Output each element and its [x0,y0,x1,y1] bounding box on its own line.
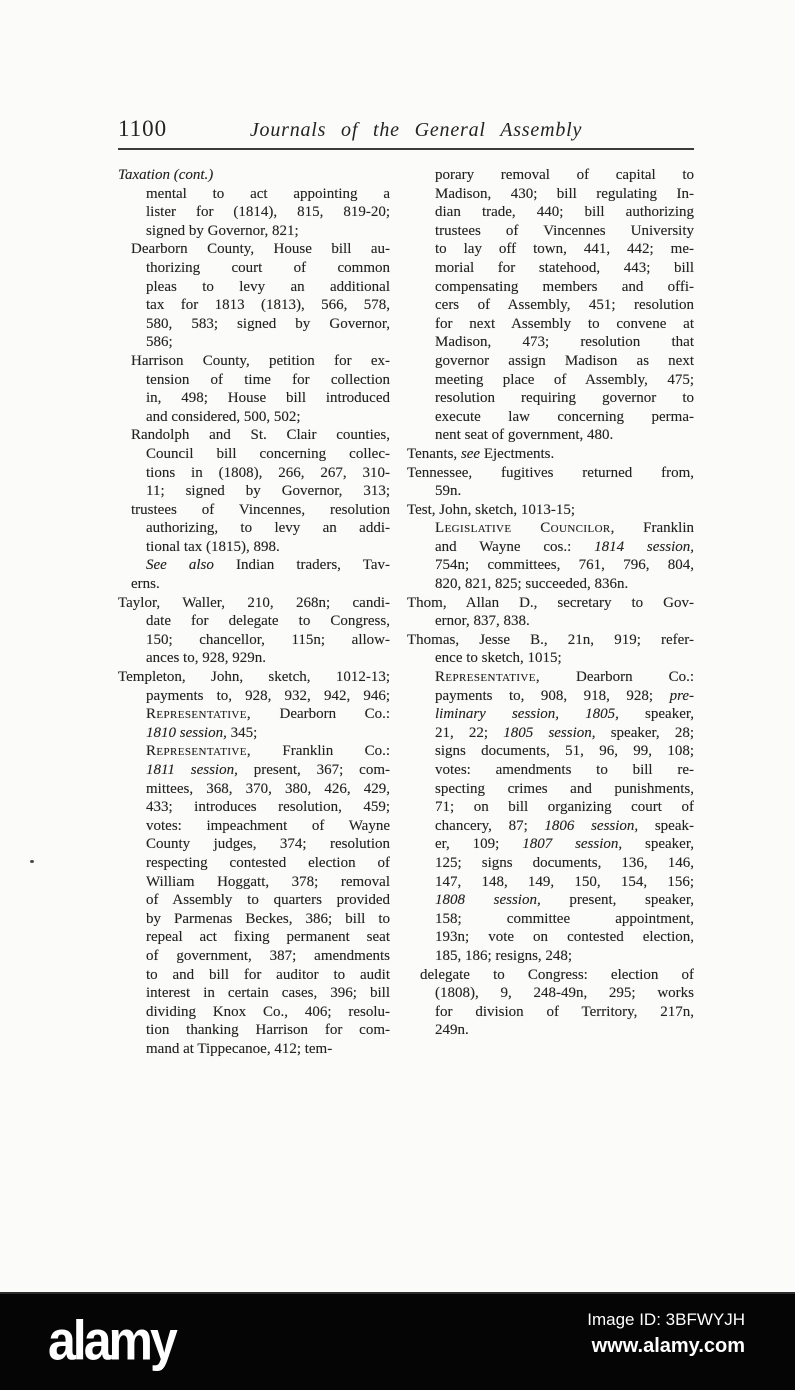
index-line [118,835,390,854]
index-line [118,854,390,873]
index-line [407,166,694,185]
index-line [407,1003,694,1022]
page-header [118,108,694,150]
index-line [118,575,390,594]
left-column [118,166,390,1059]
index-line-segment: Representative, [146,706,252,723]
index-line-segment: 249n. [435,1022,469,1039]
running-title: Journals of the General Assembly [249,119,583,141]
index-line [118,426,390,445]
index-line [118,501,390,520]
index-line [407,910,694,929]
index-line-segment: and Wayne cos.: [435,538,595,555]
index-line-segment: 21, 22; [435,724,504,741]
index-line-segment: tional tax (1815), 898. [146,538,280,555]
image-id-label: Image ID: 3BFWYJH [587,1310,745,1329]
index-line-segment: speak- [638,817,694,834]
index-line-segment: respecting contested election of [146,854,390,871]
index-line [407,556,694,575]
index-line-segment: date for delegate to Congress, [146,613,390,630]
index-line [118,687,390,706]
index-line [118,371,390,390]
index-line [407,278,694,297]
index-line [118,203,390,222]
index-line-segment: 150; chancellor, 115n; allow- [146,631,390,648]
index-line [118,891,390,910]
index-line [407,1021,694,1040]
index-line-segment: votes: amendments to bill re- [435,762,694,778]
index-line-segment: Templeton, John, sketch, 1012-13; [118,669,390,686]
index-line-segment: to lay off town, 441, 442; me- [435,241,694,258]
index-line [407,891,694,910]
index-line [118,408,390,427]
index-line [118,724,390,743]
index-line-segment: by Parmenas Beckes, 386; bill to [146,910,390,927]
index-line-segment: Representative, [146,743,252,760]
index-line [407,724,694,743]
index-line-segment: Randolph and St. Clair counties, [131,427,390,444]
index-line-segment: nent seat of government, 480. [435,427,614,444]
index-line [118,984,390,1003]
index-line-segment: governor assign Madison as next [435,352,694,369]
index-line-segment: 754n; committees, 761, 796, 804, [435,557,694,574]
index-line-segment: chancery, 87; [435,817,545,834]
index-line [118,296,390,315]
index-line [118,612,390,631]
index-line [118,928,390,947]
index-line-segment: er, 109; [435,836,523,853]
index-line-segment: meeting place of Assembly, 475; [435,371,694,388]
index-line-segment: of Assembly to quarters provided [146,892,390,909]
index-line [118,910,390,929]
index-line [407,742,694,761]
index-line [118,798,390,817]
index-line [407,203,694,222]
index-line [407,817,694,836]
index-line-segment: Ejectments. [480,445,555,462]
index-line-segment: See also [146,557,214,574]
index-line-segment: Test, John, sketch, 1013-15; [407,501,576,518]
index-line-segment: mental to act appointing a [146,185,390,202]
index-line-segment: resolution requiring governor to [435,390,694,407]
index-line-segment: interest in certain cases, 396; bill [146,985,390,1002]
index-line [407,352,694,371]
alamy-logo: alamy [48,1309,175,1372]
index-columns [118,166,694,1059]
page-number: 1100 [118,116,168,141]
index-line [118,556,390,575]
index-line-segment: 1811 session, [146,762,238,778]
index-line-segment: Franklin Co.: [251,743,390,760]
index-line [407,296,694,315]
index-line-segment: dian trade, 440; bill authorizing [435,204,694,221]
index-line [118,240,390,259]
index-line [118,947,390,966]
right-column [407,166,694,1059]
index-line-segment: porary removal of capital to [435,167,694,183]
index-line-segment: present, speaker, [540,892,694,909]
index-line-segment: tion thanking Harrison for com- [146,1022,390,1039]
index-line [407,445,694,464]
index-line-segment: erns. [131,576,160,593]
index-line-segment: Indian traders, Tav- [213,557,390,574]
index-line [407,519,694,538]
alamy-url: www.alamy.com [591,1335,745,1357]
index-line-segment: lister for (1814), 815, 819-20; [146,204,390,221]
index-line-segment: to and bill for auditor to audit [146,966,390,983]
index-line [407,798,694,817]
index-line-segment: tions in (1808), 266, 267, 310- [146,464,390,481]
alamy-watermark-bar [0,1292,795,1390]
index-line [118,464,390,483]
index-line [118,873,390,892]
index-line-segment: signs documents, 51, 96, 99, 108; [435,743,694,760]
index-line-segment: 158; committee appointment, [435,910,694,927]
index-line [407,408,694,427]
index-line-segment: 147, 148, 149, 150, 154, 156; [435,873,694,890]
index-line [407,668,694,687]
index-line [407,315,694,334]
index-line-segment: tension of time for collection [146,371,390,388]
index-line [407,649,694,668]
index-line-segment: payments to, 908, 918, 928; [435,687,670,704]
index-line [407,185,694,204]
index-line [118,315,390,334]
index-line [407,538,694,557]
index-line-segment: 345; [226,724,258,741]
index-line-segment: 193n; vote on contested election, [435,929,694,946]
index-line-segment: 1806 session, [544,817,639,834]
index-line [407,705,694,724]
index-line-segment: specting crimes and punishments, [435,780,694,797]
index-line [407,222,694,241]
index-line-segment: see [460,445,481,462]
index-line [407,371,694,390]
index-line-segment: speaker, [622,836,694,853]
index-line [407,928,694,947]
index-line-segment: Harrison County, petition for ex- [131,352,390,369]
index-line-segment: execute law concerning perma- [435,408,694,425]
index-line-segment: Dearborn Co.: [251,706,390,723]
index-line-segment: 185, 186; resigns, 248; [435,947,573,964]
index-line-segment: ernor, 837, 838. [435,613,530,630]
index-line-segment: speaker, [618,706,694,723]
index-line [118,1040,390,1059]
index-line-segment: Council bill concerning collec- [146,445,390,462]
index-line [118,482,390,501]
index-line [118,817,390,836]
index-line-segment: mittees, 368, 370, 380, 426, 429, [146,780,390,797]
index-line-segment: 1814 session, [594,538,694,555]
index-line [118,185,390,204]
index-line [118,1021,390,1040]
index-line-segment: Taxation (cont.) [118,167,214,183]
index-line-segment: 11; signed by Governor, 313; [146,483,390,500]
index-line-segment: Tenants, [407,445,461,462]
index-line-segment: 71; on bill organizing court of [435,799,694,816]
index-line [118,259,390,278]
index-line-segment: 1805 session, [503,724,596,741]
index-line [118,668,390,687]
index-line-segment: 1810 session, [146,724,227,741]
index-line [407,594,694,613]
index-line [407,873,694,892]
index-line [118,742,390,761]
index-line-segment: Legislative Councilor, [435,520,615,537]
index-line-segment: signed by Governor, 821; [146,222,299,239]
index-line-segment: Dearborn County, House bill au- [131,241,390,258]
index-line [118,389,390,408]
index-line [118,631,390,650]
index-line-segment: Thomas, Jesse B., 21n, 919; refer- [407,631,694,648]
index-line [407,259,694,278]
index-line-segment: for next Assembly to convene at [435,315,694,332]
index-line [118,166,390,185]
index-line-segment: Representative, [435,669,541,686]
index-line-segment: William Hoggatt, 378; removal [146,873,390,890]
index-line [407,575,694,594]
index-line [118,278,390,297]
index-line-segment: in, 498; House bill introduced [146,390,390,407]
index-line-segment: trustees of Vincennes, resolution [131,501,390,518]
index-line [118,761,390,780]
index-line [118,222,390,241]
index-line-segment: repeal act fixing permanent seat [146,929,390,946]
scan-speck-artifact [30,860,34,863]
index-line [407,501,694,520]
index-line-segment: 580, 583; signed by Governor, [146,315,390,332]
index-line-segment: ence to sketch, 1015; [435,650,562,667]
index-line-segment: votes: impeachment of Wayne [146,817,390,834]
index-line-segment: tax for 1813 (1813), 566, 578, [146,297,390,314]
index-line [407,333,694,352]
index-line-segment: cers of Assembly, 451; resolution [435,297,694,314]
index-line-segment: pre- [669,687,694,704]
index-line-segment: Tennessee, fugitives returned from, [407,464,694,481]
index-line [118,966,390,985]
index-line [118,352,390,371]
index-line-segment: speaker, 28; [595,724,694,741]
index-line-segment: dividing Knox Co., 406; resolu- [146,1003,390,1020]
index-line-segment: Dearborn Co.: [540,669,694,686]
index-line-segment: of government, 387; amendments [146,947,390,964]
index-line-segment: for division of Territory, 217n, [435,1003,694,1020]
index-line [407,966,694,985]
index-line-segment: Franklin [614,520,694,537]
index-line-segment: 1808 session, [435,892,541,909]
index-line-segment: Madison, 430; bill regulating In- [435,185,694,202]
index-line [118,649,390,668]
index-line-segment: and considered, 500, 502; [146,408,301,425]
index-line-segment: 820, 821, 825; succeeded, 836n. [435,576,629,593]
index-line [118,519,390,538]
index-line-segment: trustees of Vincennes University [435,222,694,239]
index-line-segment: 59n. [435,483,462,500]
index-line [118,538,390,557]
index-line [407,984,694,1003]
index-line [118,1003,390,1022]
index-line [118,705,390,724]
index-line-segment: compensating members and offi- [435,278,694,295]
index-line [407,426,694,445]
index-line [118,594,390,613]
index-line-segment: County judges, 374; resolution [146,836,390,853]
index-line-segment: mand at Tippecanoe, 412; tem- [146,1040,333,1057]
index-line [407,835,694,854]
index-line [407,482,694,501]
index-line-segment: Taylor, Waller, 210, 268n; candi- [118,594,390,611]
index-line [407,780,694,799]
index-line [407,687,694,706]
index-line [407,761,694,780]
index-line-segment: 433; introduces resolution, 459; [146,799,390,816]
watermark-info [587,1310,745,1358]
index-line-segment: thorizing court of common [146,259,390,276]
index-line [407,854,694,873]
index-line-segment: payments to, 928, 932, 942, 946; [146,687,390,704]
index-line [118,445,390,464]
index-line-segment: (1808), 9, 248-49n, 295; works [435,985,694,1002]
index-line [407,464,694,483]
index-line-segment: pleas to levy an additional [146,278,390,295]
index-line [407,631,694,650]
index-line-segment: ances to, 928, 929n. [146,650,266,667]
index-line [407,947,694,966]
index-line-segment: present, 367; com- [237,762,390,778]
index-line [118,780,390,799]
index-line-segment: 125; signs documents, 136, 146, [435,854,694,871]
index-line-segment: 586; [146,334,173,351]
index-line [407,612,694,631]
index-line-segment: Madison, 473; resolution that [435,334,694,351]
index-line [407,240,694,259]
index-line [407,389,694,408]
index-line-segment: 1807 session, [522,836,623,853]
index-line-segment: Thom, Allan D., secretary to Gov- [407,594,694,611]
index-line-segment: liminary session, 1805, [435,706,619,723]
index-line-segment: authorizing, to levy an addi- [146,520,390,537]
index-line [118,333,390,352]
index-line-segment: morial for statehood, 443; bill [435,259,694,276]
index-line-segment: delegate to Congress: election of [420,966,694,983]
